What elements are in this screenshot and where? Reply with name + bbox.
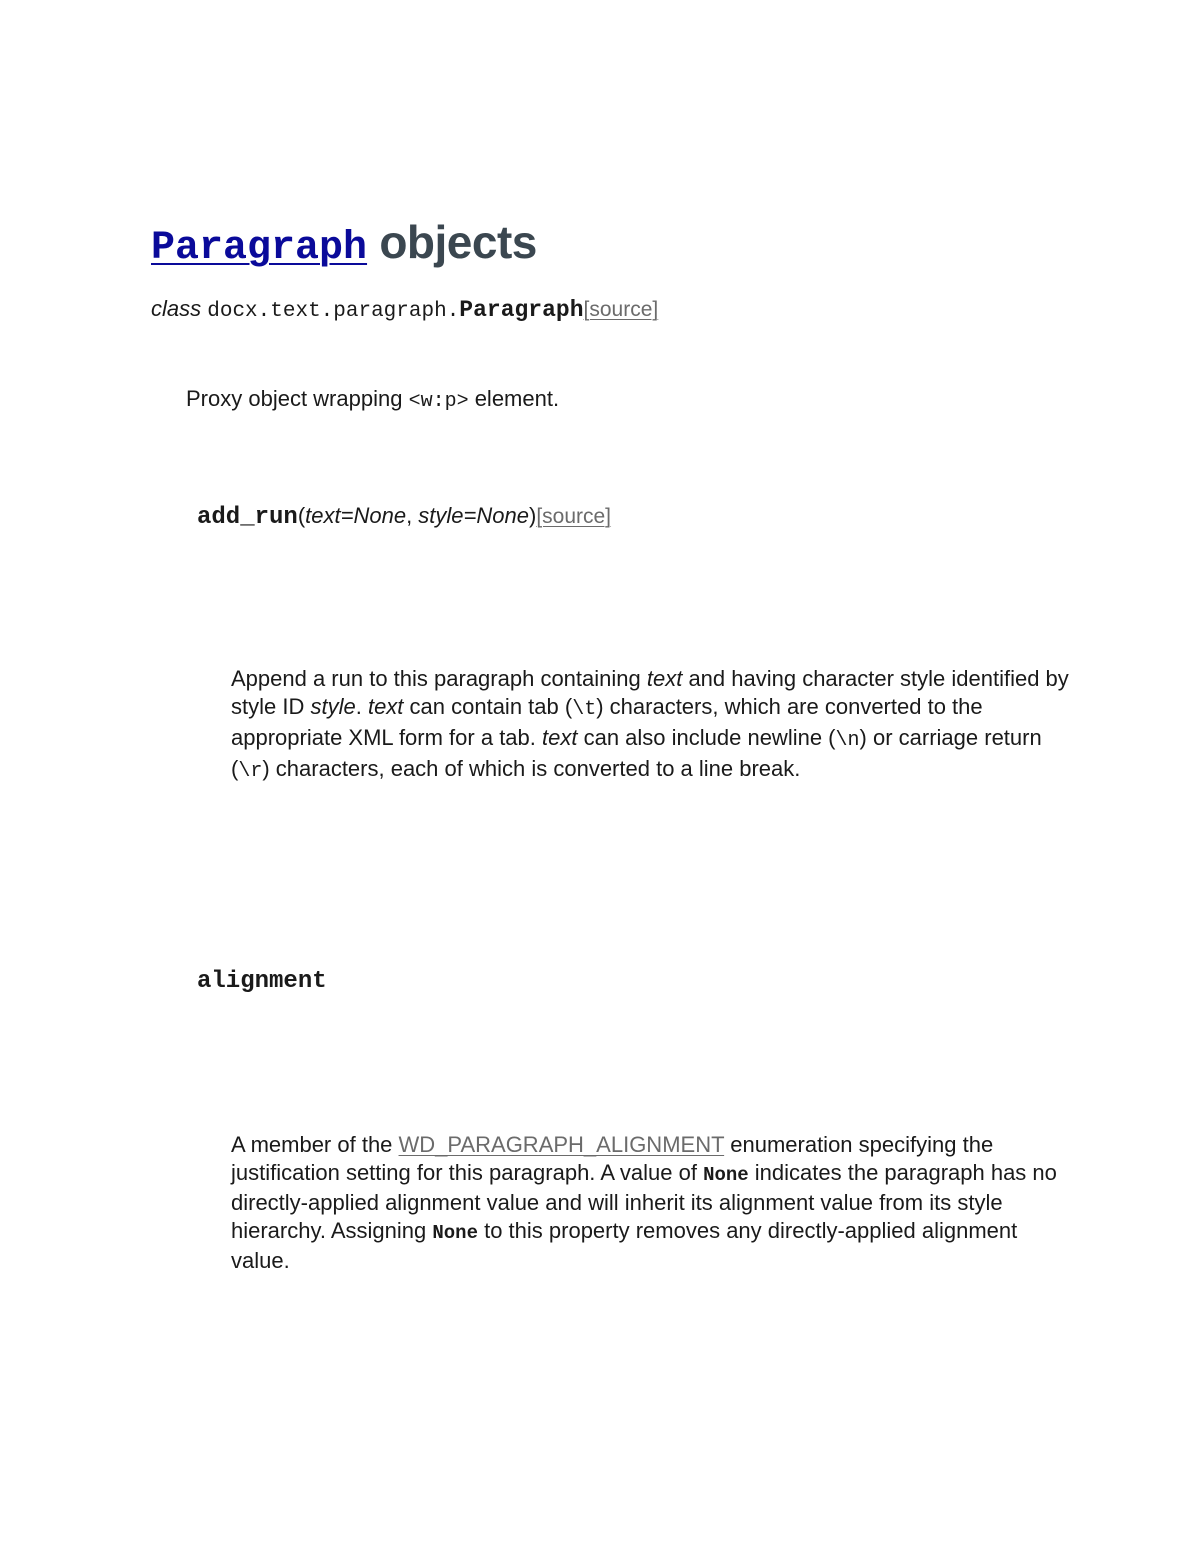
method-signature (197, 500, 611, 534)
open-paren: ( (297, 503, 306, 528)
title-suffix: objects (367, 216, 537, 268)
desc-param-ref: text (367, 694, 404, 719)
desc-code: \t (572, 698, 597, 721)
paragraph-title-link[interactable]: Paragraph (151, 226, 368, 271)
method-description (231, 665, 1071, 786)
desc-text: ) characters, which are converted to the appropriate XML form for a tab. (231, 694, 983, 750)
class-name: Paragraph (459, 297, 584, 323)
desc-text: ) characters, each of which is converted to a line break. (262, 756, 801, 781)
class-description (186, 384, 559, 417)
desc-text: enumeration specifying the justification setting for this paragraph. A value of (231, 1132, 994, 1185)
class-desc-code: <w:p> (408, 390, 469, 413)
desc-text: A member of the (231, 1132, 399, 1157)
param-text: text=None (305, 503, 407, 528)
close-paren: ) (528, 503, 537, 528)
desc-code: None (703, 1164, 749, 1186)
page-title (151, 212, 537, 284)
desc-text: and having character style identified by style ID (231, 666, 1069, 719)
param-separator: , (406, 503, 419, 528)
param-style: style=None (418, 503, 529, 528)
desc-text: to this property removes any directly-applied alignment value. (231, 1218, 1018, 1273)
desc-text: ) or carriage return ( (231, 725, 1042, 781)
desc-code: \n (835, 729, 860, 752)
desc-param-ref: text (542, 725, 578, 750)
class-source-link[interactable]: [source] (583, 298, 659, 321)
desc-param-ref: style (310, 694, 356, 719)
desc-text: can also include newline ( (577, 725, 836, 750)
property-signature (197, 966, 327, 999)
class-desc-text: Proxy object wrapping (186, 386, 409, 411)
class-signature (151, 293, 658, 328)
desc-code: None (432, 1222, 478, 1244)
method-name: add_run (197, 504, 298, 531)
property-description (231, 1131, 1071, 1275)
desc-param-ref: text (646, 666, 683, 691)
desc-text: indicates the paragraph has no directly-applied alignment value and will inherit its alignment value from its style hierarchy. Assigning (231, 1160, 1057, 1243)
class-desc-text-end: element. (468, 386, 560, 411)
property-name: alignment (197, 968, 327, 995)
desc-text: can contain tab ( (403, 694, 573, 719)
desc-code: \r (238, 760, 263, 783)
method-source-link[interactable]: [source] (536, 505, 612, 528)
class-keyword: class (151, 296, 202, 321)
module-path: docx.text.paragraph. (207, 300, 460, 323)
enum-link[interactable]: WD_PARAGRAPH_ALIGNMENT (398, 1132, 725, 1157)
desc-text: . (355, 694, 368, 719)
desc-text: Append a run to this paragraph containing (231, 666, 647, 691)
